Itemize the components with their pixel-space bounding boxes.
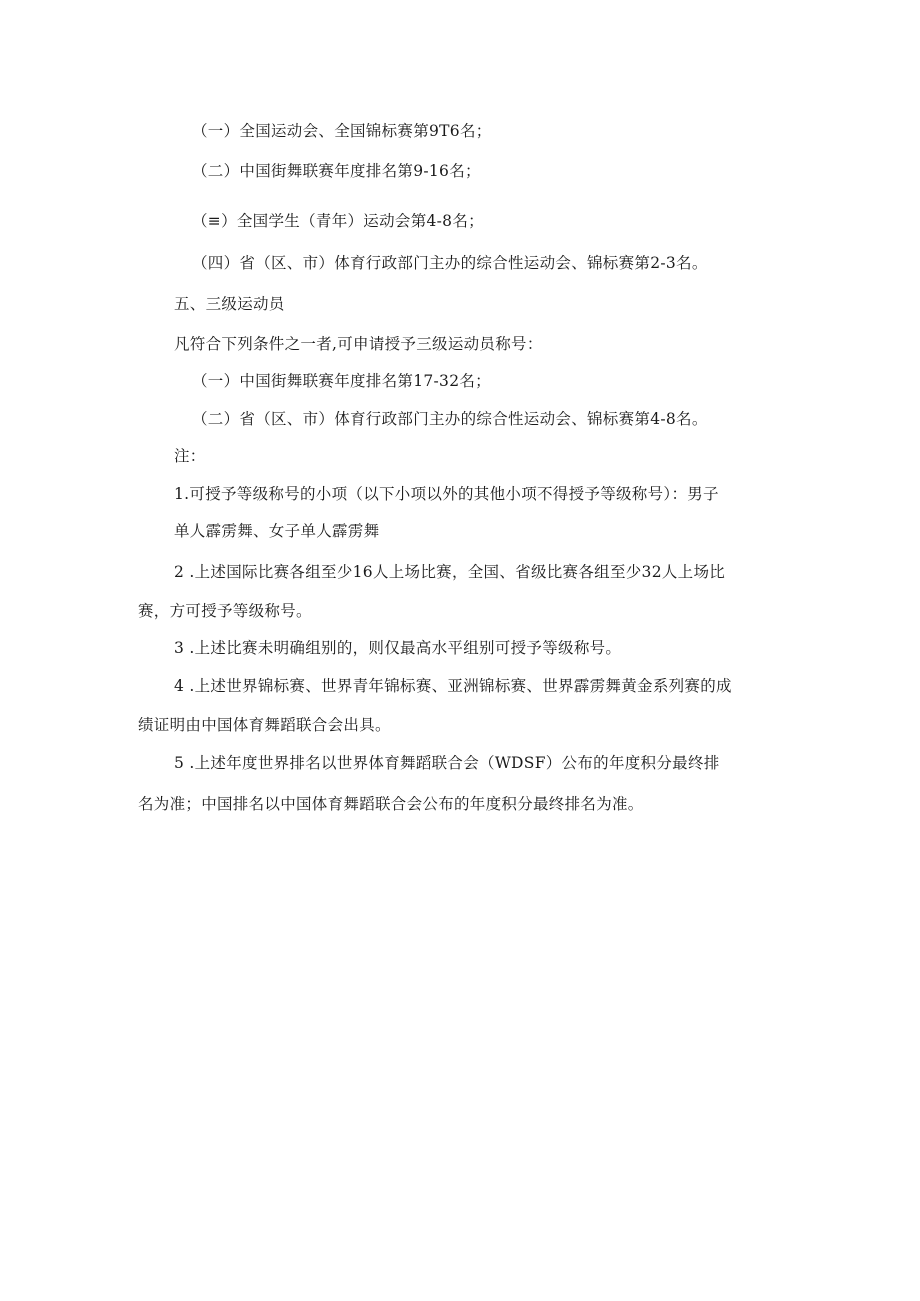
note-4-line-2: 绩证明由中国体育舞蹈联合会出具。 — [138, 716, 391, 734]
note-1-line-2: 单人霹雳舞、女子单人霹雳舞 — [174, 522, 380, 540]
note-2-line-1: 2 .上述国际比赛各组至少16人上场比赛，全国、省级比赛各组至少32人上场比 — [174, 563, 726, 581]
item-2-hiphop-league: （二）中国街舞联赛年度排名第9-16名； — [192, 162, 481, 180]
note-1-line-1: 1.可授予等级称号的小项（以下小项以外的其他小项不得授予等级称号）：男子 — [174, 485, 719, 503]
item-1-national-games: （一）全国运动会、全国锦标赛第9T6名； — [192, 122, 492, 140]
section-heading-third-class: 五、三级运动员 — [174, 295, 285, 313]
section-intro: 凡符合下列条件之一者,可申请授予三级运动员称号： — [174, 335, 543, 353]
item-1-hiphop-league-third: （一）中国街舞联赛年度排名第17-32名； — [192, 372, 491, 390]
note-5-line-1: 5 .上述年度世界排名以世界体育舞蹈联合会（WDSF）公布的年度积分最终排 — [174, 754, 720, 772]
notes-heading: 注： — [174, 447, 206, 465]
note-3: 3 .上述比赛未明确组别的，则仅最高水平组别可授予等级称号。 — [174, 639, 622, 657]
note-2-line-2: 赛，方可授予等级称号。 — [138, 602, 312, 620]
note-5-line-2: 名为准；中国排名以中国体育舞蹈联合会公布的年度积分最终排名为准。 — [138, 795, 644, 813]
item-3-student-games: （≡）全国学生（青年）运动会第4-8名； — [192, 212, 484, 230]
item-2-provincial-third: （二）省（区、市）体育行政部门主办的综合性运动会、锦标赛第4-8名。 — [192, 410, 708, 428]
item-4-provincial-games: （四）省（区、市）体育行政部门主办的综合性运动会、锦标赛第2-3名。 — [192, 254, 708, 272]
note-4-line-1: 4 .上述世界锦标赛、世界青年锦标赛、亚洲锦标赛、世界霹雳舞黄金系列赛的成 — [174, 677, 732, 695]
